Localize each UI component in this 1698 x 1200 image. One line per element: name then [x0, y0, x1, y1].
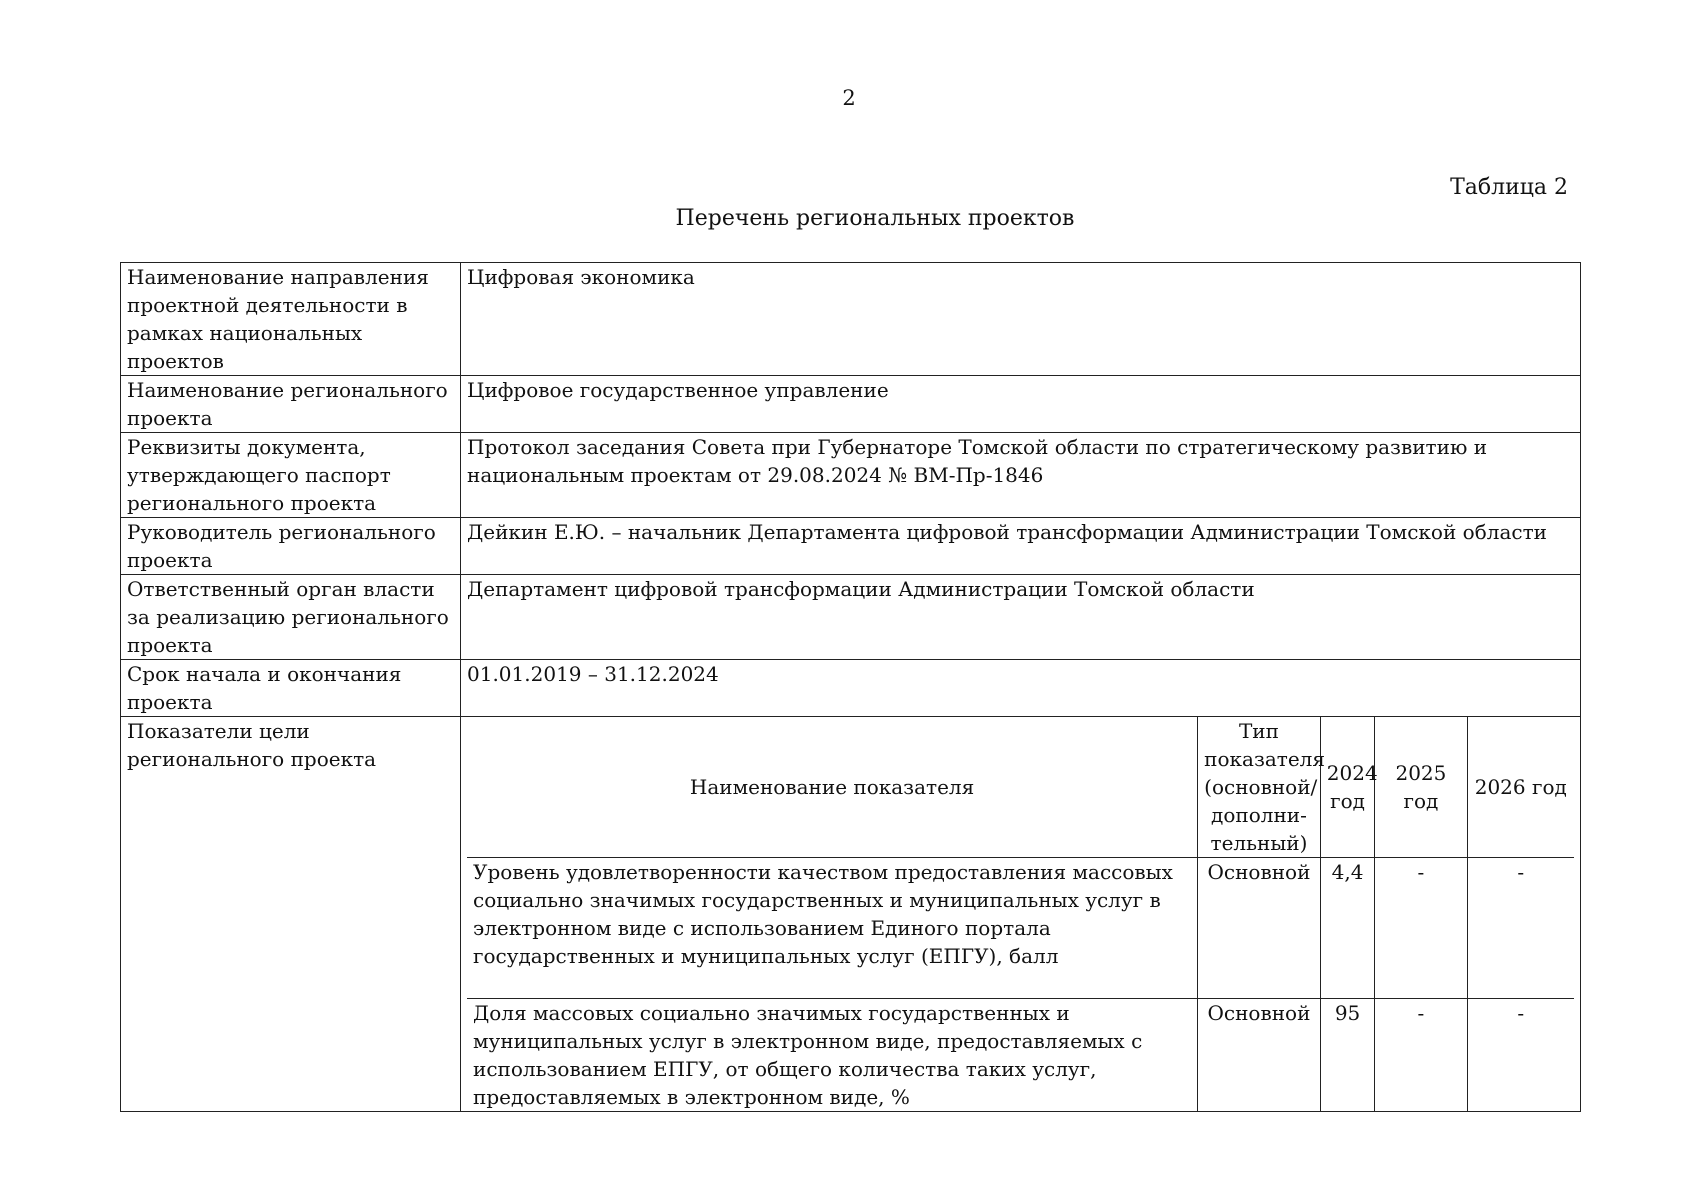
row-label: Наименование регионального проекта [121, 376, 461, 433]
row-label: Ответственный орган власти за реализацию регионального проекта [121, 575, 461, 660]
table-row [121, 376, 1581, 433]
row-value: Цифровое государственное управление [461, 376, 1581, 433]
indicators-label: Показатели цели регионального проекта [121, 717, 461, 1112]
row-label: Реквизиты документа, утверждающего паспорт регионального проекта [121, 433, 461, 518]
document-title: Перечень региональных проектов [675, 206, 1075, 231]
projects-table [120, 262, 1581, 1112]
indicator-value-2025: - [1375, 999, 1467, 1112]
indicator-row [467, 999, 1574, 1112]
row-label: Наименование направления проектной деятельности в рамках национальных проектов [121, 263, 461, 376]
indicator-value-2024: 4,4 [1320, 858, 1375, 999]
indicator-name: Уровень удовлетворенности качеством предоставления массовых социально значимых государственных и муниципальных услуг в электронном виде с использованием Единого портала государственных и муниципальных услуг (ЕПГУ), балл [467, 858, 1198, 999]
row-label: Срок начала и окончания проекта [121, 660, 461, 717]
indicator-name: Доля массовых социально значимых государственных и муниципальных услуг в электронном виде, предоставляемых с использованием ЕПГУ, от общего количества таких услуг, предоставляемых в электронном виде, % [467, 999, 1198, 1112]
indicators-table [467, 717, 1574, 1111]
indicator-value-2026: - [1467, 858, 1574, 999]
row-label: Руководитель регионального проекта [121, 518, 461, 575]
header-year-2025: 2025 год [1375, 717, 1467, 858]
indicator-value-2024: 95 [1320, 999, 1375, 1112]
page-number: 2 [842, 86, 856, 110]
table-row [121, 433, 1581, 518]
row-value: Цифровая экономика [461, 263, 1581, 376]
header-year-2026: 2026 год [1467, 717, 1574, 858]
indicators-cell [461, 717, 1581, 1112]
row-value: Дейкин Е.Ю. – начальник Департамента цифровой трансформации Администрации Томской области [461, 518, 1581, 575]
table-row [121, 575, 1581, 660]
indicators-header-row [467, 717, 1574, 858]
indicator-row [467, 858, 1574, 999]
header-year-2024: 2024 год [1320, 717, 1375, 858]
indicators-row [121, 717, 1581, 1112]
header-indicator-name: Наименование показателя [467, 717, 1198, 858]
header-indicator-type: Тип показателя (основной/ дополни-тельный) [1198, 717, 1321, 858]
table-row [121, 660, 1581, 717]
indicator-type: Основной [1198, 999, 1321, 1112]
row-value: 01.01.2019 – 31.12.2024 [461, 660, 1581, 717]
row-value: Департамент цифровой трансформации Администрации Томской области [461, 575, 1581, 660]
table-label: Таблица 2 [1450, 175, 1568, 200]
indicator-type: Основной [1198, 858, 1321, 999]
table-row [121, 263, 1581, 376]
row-value: Протокол заседания Совета при Губернаторе Томской области по стратегическому развитию и национальным проектам от 29.08.2024 № ВМ-Пр-1846 [461, 433, 1581, 518]
table-row [121, 518, 1581, 575]
indicator-value-2026: - [1467, 999, 1574, 1112]
indicator-value-2025: - [1375, 858, 1467, 999]
